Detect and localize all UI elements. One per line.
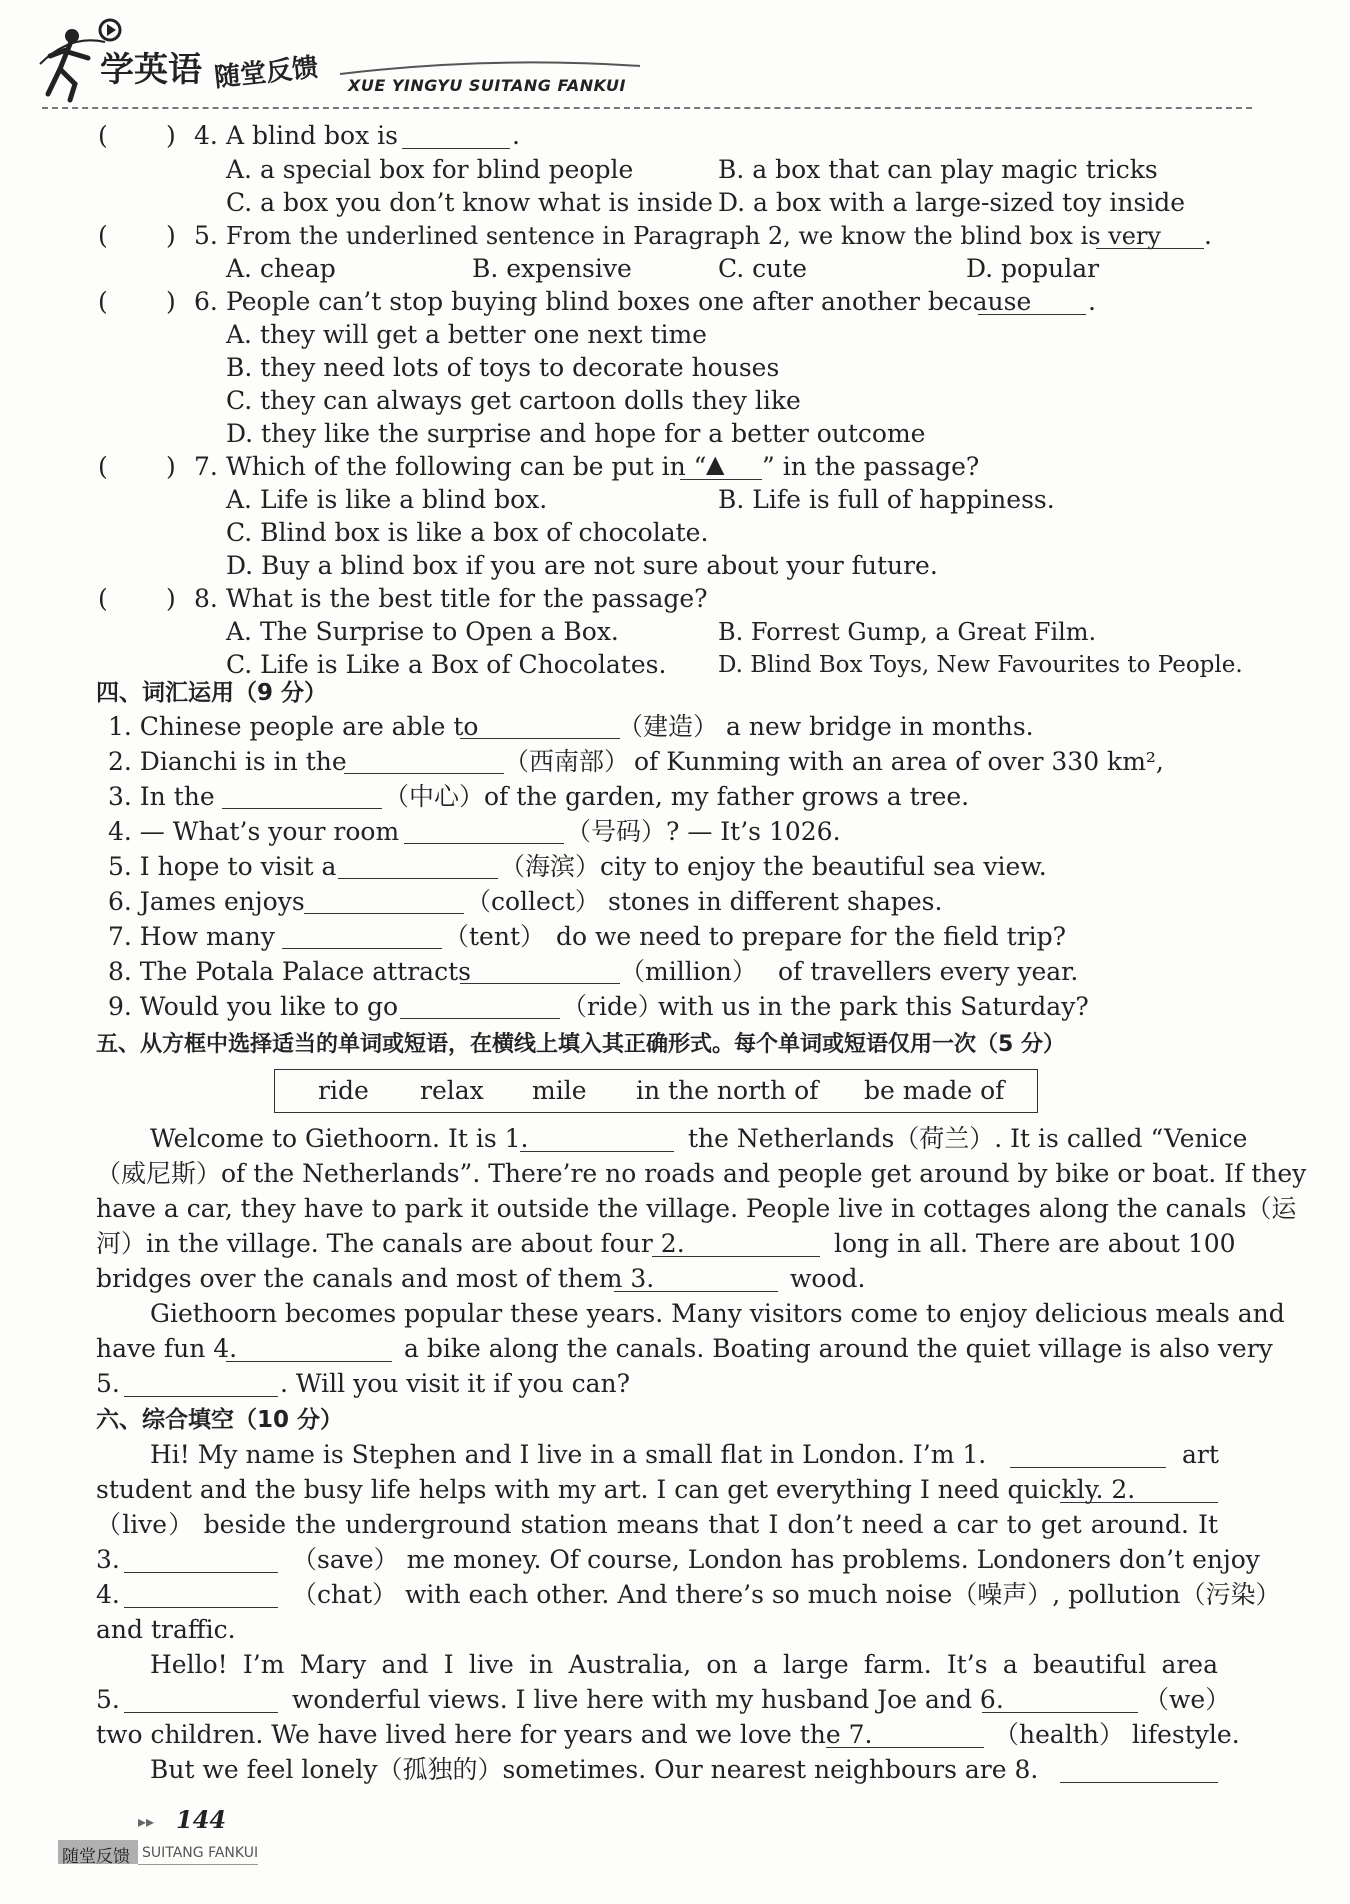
vocab-item-2: 2. Dianchi is in the bbox=[108, 747, 347, 776]
passage-text: wonderful views. I live here with my husband Joe and 6. bbox=[292, 1685, 1004, 1714]
brand-sub: 随堂反馈 bbox=[212, 52, 320, 94]
passage-text: Hello! I’m Mary and I live in Australia, on a large farm. It’s a beautiful area bbox=[150, 1650, 1218, 1679]
answer-blank[interactable] bbox=[826, 1725, 984, 1748]
question-end: . bbox=[512, 121, 520, 150]
option-a: A. cheap bbox=[226, 254, 336, 283]
question-end: ” in the passage? bbox=[762, 452, 980, 481]
vocab-rest: of Kunming with an area of over 330 km², bbox=[634, 747, 1164, 776]
option-c: C. Life is Like a Box of Chocolates. bbox=[226, 650, 667, 679]
footer-pinyin: SUITANG FANKUI bbox=[142, 1845, 259, 1861]
word-box-item: be made of bbox=[864, 1076, 1005, 1105]
answer-blank[interactable] bbox=[344, 751, 504, 774]
option-d: D. they like the surprise and hope for a better outcome bbox=[226, 419, 926, 448]
vocab-rest: with us in the park this Saturday? bbox=[658, 992, 1089, 1021]
question-number: 4. bbox=[194, 121, 218, 150]
answer-paren-open: ( bbox=[98, 287, 108, 316]
option-c: C. a box you don’t know what is inside bbox=[226, 188, 713, 217]
option-b: B. they need lots of toys to decorate houses bbox=[226, 353, 780, 382]
passage-text: . Will you visit it if you can? bbox=[280, 1369, 631, 1398]
option-d: D. Blind Box Toys, New Favourites to People. bbox=[718, 652, 1243, 678]
passage-text: （health） lifestyle. bbox=[994, 1720, 1240, 1749]
option-a: A. The Surprise to Open a Box. bbox=[226, 617, 619, 646]
answer-paren-open: ( bbox=[98, 121, 108, 150]
question-stem: People can’t stop buying blind boxes one after another because bbox=[226, 287, 1032, 316]
answer-blank[interactable] bbox=[652, 1234, 820, 1257]
passage-text: Welcome to Giethoorn. It is 1. bbox=[150, 1124, 529, 1153]
vocab-hint: （西南部） bbox=[504, 747, 630, 776]
question-stem: From the underlined sentence in Paragraph 2, we know the blind box is very bbox=[226, 222, 1161, 250]
section-title: 五、从方框中选择适当的单词或短语，在横线上填入其正确形式。每个单词或短语仅用一次（5 分） bbox=[96, 1032, 1065, 1057]
answer-blank[interactable] bbox=[1010, 1445, 1166, 1468]
answer-blank[interactable] bbox=[460, 716, 620, 739]
answer-blank[interactable] bbox=[404, 821, 564, 844]
answer-blank[interactable] bbox=[338, 856, 498, 879]
answer-paren-close: ) bbox=[166, 584, 176, 613]
vocab-hint: （million） bbox=[620, 957, 757, 986]
vocab-item-3: 3. In the bbox=[108, 782, 215, 811]
brand-main: 学英语 bbox=[100, 50, 202, 90]
passage-text: But we feel lonely（孤独的）sometimes. Our nearest neighbours are 8. bbox=[150, 1755, 1039, 1784]
vocab-rest: city to enjoy the beautiful sea view. bbox=[600, 852, 1047, 881]
option-c: C. cute bbox=[718, 254, 808, 283]
option-d: D. a box with a large-sized toy inside bbox=[718, 188, 1186, 217]
option-b: B. a box that can play magic tricks bbox=[718, 155, 1158, 184]
passage-text: a bike along the canals. Boating around the quiet village is also very bbox=[404, 1334, 1273, 1363]
word-box-item: relax bbox=[420, 1076, 484, 1105]
passage-text: wood. bbox=[790, 1264, 866, 1293]
passage-text: bridges over the canals and most of them 3. bbox=[96, 1264, 655, 1293]
answer-blank[interactable] bbox=[226, 1339, 392, 1362]
passage-text: 河）in the village. The canals are about four 2. bbox=[96, 1229, 685, 1258]
vocab-item-6: 6. James enjoys bbox=[108, 887, 305, 916]
question-end: . bbox=[1204, 221, 1212, 250]
passage-text: Giethoorn becomes popular these years. Many visitors come to enjoy delicious meals and bbox=[150, 1299, 1285, 1328]
vocab-item-8: 8. The Potala Palace attracts bbox=[108, 957, 471, 986]
passage-text: have a car, they have to park it outside the village. People live in cottages along the canals（运 bbox=[96, 1194, 1297, 1223]
answer-paren-close: ) bbox=[166, 221, 176, 250]
answer-blank[interactable] bbox=[402, 126, 510, 149]
question-number: 6. bbox=[194, 287, 218, 316]
word-box-item: in the north of bbox=[636, 1076, 819, 1105]
option-b: B. Life is full of happiness. bbox=[718, 485, 1055, 514]
question-number: 5. bbox=[194, 221, 218, 250]
passage-text: have fun 4. bbox=[96, 1334, 238, 1363]
passage-text: two children. We have lived here for years and we love the 7. bbox=[96, 1720, 873, 1749]
section-title: 六、综合填空（10 分） bbox=[96, 1407, 344, 1433]
answer-blank[interactable] bbox=[282, 926, 442, 949]
option-a: A. they will get a better one next time bbox=[226, 320, 707, 349]
passage-text: 5. bbox=[96, 1685, 120, 1714]
passage-text: （live） beside the underground station means that I don’t need a car to get around. It bbox=[96, 1510, 1218, 1539]
answer-blank[interactable] bbox=[1096, 226, 1204, 249]
answer-blank[interactable] bbox=[614, 1269, 778, 1292]
question-number: 8. bbox=[194, 584, 218, 613]
passage-text: （save） me money. Of course, London has problems. Londoners don’t enjoy bbox=[292, 1545, 1260, 1574]
answer-paren-open: ( bbox=[98, 221, 108, 250]
option-b: B. expensive bbox=[472, 254, 632, 283]
option-a: A. Life is like a blind box. bbox=[226, 485, 548, 514]
answer-paren-open: ( bbox=[98, 452, 108, 481]
question-stem: Which of the following can be put in “ bbox=[226, 452, 707, 481]
answer-blank[interactable] bbox=[1060, 1760, 1218, 1783]
answer-blank[interactable] bbox=[978, 292, 1086, 315]
passage-text: student and the busy life helps with my art. I can get everything I need quickly. 2. bbox=[96, 1475, 1136, 1504]
vocab-rest: do we need to prepare for the field trip? bbox=[556, 922, 1067, 951]
header-swoosh bbox=[340, 60, 640, 90]
question-stem: What is the best title for the passage? bbox=[226, 584, 708, 613]
vocab-item-4: 4. — What’s your room bbox=[108, 817, 400, 846]
answer-paren-close: ) bbox=[166, 452, 176, 481]
vocab-hint: （collect） bbox=[466, 887, 600, 916]
passage-text: and traffic. bbox=[96, 1615, 236, 1644]
word-box-item: ride bbox=[318, 1076, 369, 1105]
passage-text: （we） bbox=[1144, 1685, 1231, 1714]
arrow-icon: ▸▸ bbox=[138, 1812, 155, 1831]
answer-paren-open: ( bbox=[98, 584, 108, 613]
vocab-rest: of travellers every year. bbox=[778, 957, 1079, 986]
passage-text: （威尼斯）of the Netherlands”. There’re no roads and people get around by bike or boat. If they bbox=[96, 1159, 1307, 1188]
section-title: 四、词汇运用（9 分） bbox=[96, 680, 328, 706]
question-end: . bbox=[1088, 287, 1096, 316]
vocab-item-9: 9. Would you like to go bbox=[108, 992, 399, 1021]
answer-blank[interactable] bbox=[982, 1690, 1138, 1713]
passage-text: （chat） with each other. And there’s so much noise（噪声）, pollution（污染） bbox=[292, 1580, 1281, 1609]
passage-text: art bbox=[1182, 1440, 1219, 1469]
word-box-item: mile bbox=[532, 1076, 587, 1105]
vocab-hint: （海滨） bbox=[500, 852, 601, 881]
question-stem: A blind box is bbox=[226, 121, 398, 150]
answer-paren-close: ) bbox=[166, 121, 176, 150]
answer-blank[interactable] bbox=[124, 1550, 278, 1573]
answer-blank[interactable] bbox=[1060, 1480, 1218, 1503]
vocab-hint: （tent） bbox=[444, 922, 545, 951]
passage-text: Hi! My name is Stephen and I live in a small flat in London. I’m 1. bbox=[150, 1440, 987, 1469]
passage-text: 5. bbox=[96, 1369, 120, 1398]
answer-paren-close: ) bbox=[166, 287, 176, 316]
vocab-rest: of the garden, my father grows a tree. bbox=[484, 782, 970, 811]
vocab-hint: （ride） bbox=[562, 992, 663, 1021]
answer-blank[interactable] bbox=[400, 996, 560, 1019]
answer-blank[interactable] bbox=[124, 1374, 278, 1397]
option-d: D. popular bbox=[966, 254, 1100, 283]
option-d: D. Buy a blind box if you are not sure about your future. bbox=[226, 551, 938, 580]
passage-text: the Netherlands（荷兰）. It is called “Venice bbox=[688, 1124, 1248, 1153]
vocab-rest: ? — It’s 1026. bbox=[666, 817, 841, 846]
vocab-hint: （号码） bbox=[566, 817, 667, 846]
triangle-icon: ▲ bbox=[706, 450, 725, 478]
passage-text: long in all. There are about 100 bbox=[834, 1229, 1236, 1258]
vocab-item-5: 5. I hope to visit a bbox=[108, 852, 337, 881]
vocab-rest: a new bridge in months. bbox=[726, 712, 1034, 741]
answer-blank[interactable] bbox=[460, 961, 620, 984]
page-number: 144 bbox=[176, 1805, 227, 1834]
vocab-rest: stones in different shapes. bbox=[608, 887, 943, 916]
option-c: C. Blind box is like a box of chocolate. bbox=[226, 518, 709, 547]
answer-blank[interactable] bbox=[124, 1585, 278, 1608]
answer-blank[interactable] bbox=[222, 786, 382, 809]
answer-blank[interactable] bbox=[124, 1690, 278, 1713]
option-a: A. a special box for blind people bbox=[226, 155, 634, 184]
passage-text: 3. bbox=[96, 1545, 120, 1574]
passage-text: 4. bbox=[96, 1580, 120, 1609]
option-c: C. they can always get cartoon dolls they like bbox=[226, 386, 801, 415]
vocab-hint: （中心） bbox=[384, 782, 485, 811]
brand-pinyin: XUE YINGYU SUITANG FANKUI bbox=[348, 76, 626, 95]
vocab-item-1: 1. Chinese people are able to bbox=[108, 712, 479, 741]
answer-blank[interactable] bbox=[304, 891, 464, 914]
answer-blank[interactable] bbox=[520, 1129, 674, 1152]
question-number: 7. bbox=[194, 452, 218, 481]
footer-line bbox=[138, 1864, 258, 1865]
vocab-hint: （建造） bbox=[618, 712, 719, 741]
footer-label: 随堂反馈 bbox=[62, 1847, 130, 1867]
option-b: B. Forrest Gump, a Great Film. bbox=[718, 618, 1097, 646]
vocab-item-7: 7. How many bbox=[108, 922, 275, 951]
header-divider bbox=[42, 107, 1252, 109]
